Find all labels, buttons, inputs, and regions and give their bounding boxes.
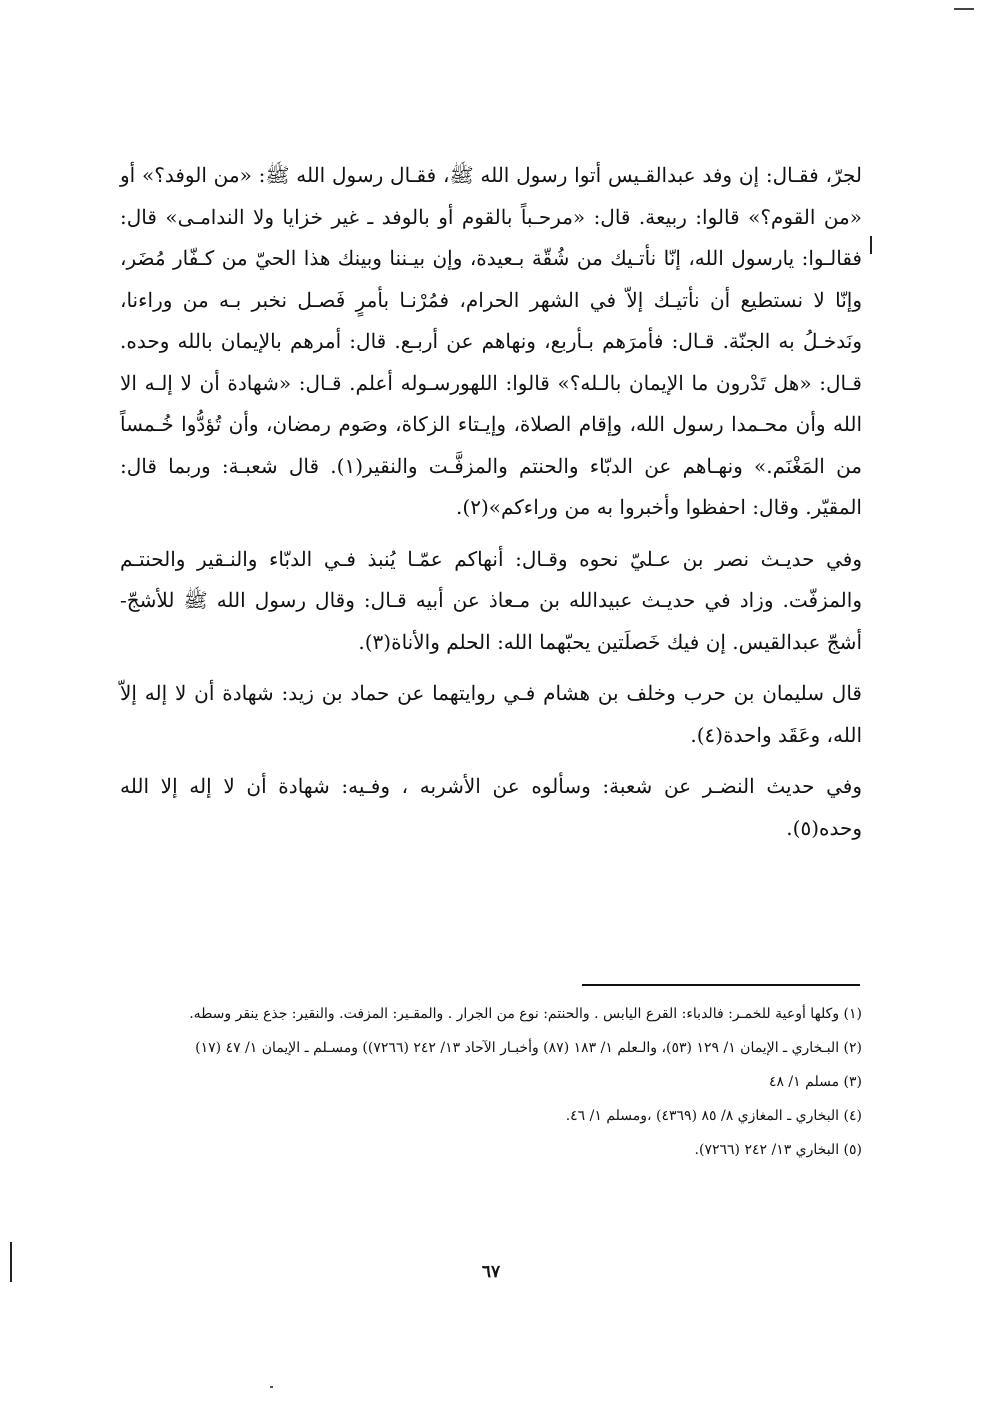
scan-margin-tick — [870, 236, 872, 254]
paragraph: وفي حديث النضـر عن شعبة: وسألوه عن الأشربه ، وفـيه: شهادة أن لا إله إلا الله وحده(٥). — [120, 774, 862, 840]
footnote: (١) وكلها أوعية للخمـر: فالدباء: القرع اليابس . والحنتم: نوع من الجرار . والمقـير: المزفت. والنقير: جذع ينقر وسطه. — [189, 1006, 862, 1022]
footnote: (٤) البخاري ـ المغازي ٨/ ٨٥ (٤٣٦٩) ،ومسلم ١/ ٤٦. — [565, 1108, 862, 1124]
paragraph: لجرّ، فقـال: إن وفد عبدالقـيس أتوا رسول الله ﷺ، فقـال رسول الله ﷺ: «من الوفد؟» أو «من القوم؟» قالوا: ربيعة. قال: «مرحـباً بالقوم أو بالوفد ـ غير خزايا ولا الندامـى» قال: فقالـوا: يارسول الله، إنّا نأتـيك من شُقّة بـعيدة، وإن بيـننا وبينك هذا الحيّ من كـفّار مُضَر، وإنّا لا نستطيع أن نأتيـك إلاّ في الشهر الحرام، فمُرْنـا بأمرٍ فَصـل نخبر بـه من وراءنا، ونَدخـلُ به الجنّة. قـال: فأمرَهم بـأربع، ونهاهم عن أربـع. قال: أمرهم بالإيمان بالله وحده. قـال: «هل تَدْرون ما الإيمان بالـله؟» قالوا: اللهورسـوله أعلم. قـال: «شهادة أن لا إلـه الا الله وأن محـمدا رسول الله، وإقام الصلاة، وإيـتاء الزكاة، وصَوم رمضان، وأن تُؤدُّوا خُـمساً من المَغْنَم.» ونهـاهم عن الدبّاء والحنتم والمزفَّـت والنقير(١). قال شعبـة: وربما قال: المقيّر. وقال: احفظوا وأخبروا به من وراءكم»(٢). — [120, 163, 863, 519]
scan-corner-mark — [954, 8, 974, 10]
paragraph: قال سليمان بن حرب وخلف بن هشام فـي روايتهما عن حماد بن زيد: شهادة أن لا إله إلاّ الله، وعَقَد واحدة(٤). — [120, 681, 862, 747]
footnote: (٢) البـخاري ـ الإيمان ١/ ١٢٩ (٥٣)، والـعلم ١/ ١٨٣ (٨٧) وأخبـار الآحاد ١٣/ ٢٤٢ (٧٢٦٦)) ومسـلم ـ الإيمان ١/ ٤٧ (١٧) — [195, 1040, 862, 1056]
footnote: (٣) مسلم ١/ ٤٨ — [768, 1074, 862, 1090]
page-number: ٦٧ — [481, 1262, 501, 1282]
footnote: (٥) البخاري ١٣/ ٢٤٢ (٧٢٦٦). — [694, 1142, 862, 1158]
scan-dot — [270, 1386, 273, 1388]
main-text — [120, 155, 862, 849]
footnotes — [120, 1000, 862, 1170]
paragraph: وفي حديـث نصر بن عـليّ نحوه وقـال: أنهاكم عمّـا يُنبذ فـي الدبّاء والنـقير والحنتـم والمزفّت. وزاد في حديـث عبيدالله بن مـعاذ عن أبيه قـال: وقال رسول الله ﷺ للأشجّ- أشجّ عبدالقيس. إن فيك خَصلَتين يحبّهما الله: الحلم والأناة(٣). — [120, 546, 862, 654]
footnote-separator — [582, 984, 860, 986]
